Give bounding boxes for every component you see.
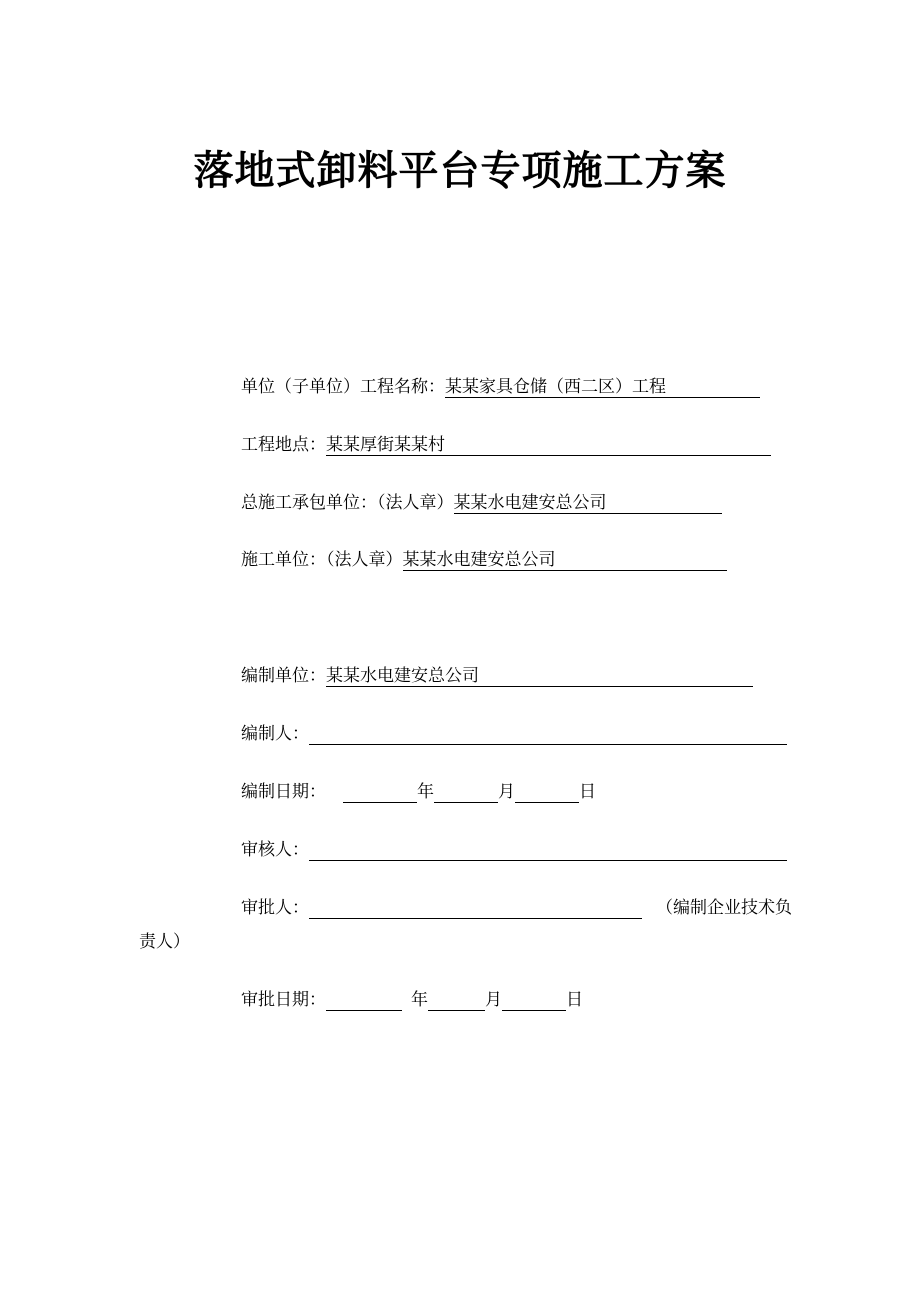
project-name-row xyxy=(241,376,760,398)
approve-year-label: 年 xyxy=(411,990,428,1010)
approver-blank xyxy=(309,901,642,919)
site-row xyxy=(241,434,771,456)
contractor-row xyxy=(241,549,727,571)
approve-month-blank xyxy=(428,993,485,1011)
approve-month-label: 月 xyxy=(485,990,502,1010)
compile-date-label: 编制日期： xyxy=(241,782,326,802)
general-contractor-label: 总施工承包单位：（法人章） xyxy=(241,493,454,513)
compile-month-blank xyxy=(434,785,498,803)
compiler-unit-value: 某某水电建安总公司 xyxy=(326,666,753,687)
approve-day-label: 日 xyxy=(566,990,583,1010)
compiler-unit-label: 编制单位： xyxy=(241,666,326,686)
site-value: 某某厚街某某村 xyxy=(326,435,771,456)
compiler-label: 编制人： xyxy=(241,724,309,744)
compile-year-blank xyxy=(343,785,417,803)
reviewer-label: 审核人： xyxy=(241,840,309,860)
compile-day-blank xyxy=(515,785,579,803)
approve-date-row xyxy=(241,989,583,1011)
compile-year-label: 年 xyxy=(417,782,434,802)
approve-day-blank xyxy=(502,993,566,1011)
compiler-unit-row xyxy=(241,665,753,687)
approver-row xyxy=(241,897,642,919)
approve-date-label: 审批日期： xyxy=(241,990,326,1010)
site-label: 工程地点： xyxy=(241,435,326,455)
compile-date-row xyxy=(241,781,596,803)
reviewer-blank xyxy=(309,843,787,861)
document-title: 落地式卸料平台专项施工方案 xyxy=(193,148,727,194)
approver-label: 审批人： xyxy=(241,898,309,918)
project-name-label: 单位（子单位）工程名称： xyxy=(241,377,445,397)
approve-year-blank xyxy=(326,993,402,1011)
reviewer-row xyxy=(241,839,787,861)
contractor-value: 某某水电建安总公司 xyxy=(403,550,727,571)
project-name-value: 某某家具仓储（西二区）工程 xyxy=(445,377,760,398)
approver-note-2: 责人） xyxy=(139,932,190,952)
compile-month-label: 月 xyxy=(498,782,515,802)
general-contractor-value: 某某水电建安总公司 xyxy=(454,493,722,514)
contractor-label: 施工单位：（法人章） xyxy=(241,550,403,570)
general-contractor-row xyxy=(241,492,722,514)
approver-note-1: （编制企业技术负 xyxy=(656,898,792,918)
compile-day-label: 日 xyxy=(579,782,596,802)
compiler-row xyxy=(241,723,787,745)
compiler-blank xyxy=(309,727,787,745)
